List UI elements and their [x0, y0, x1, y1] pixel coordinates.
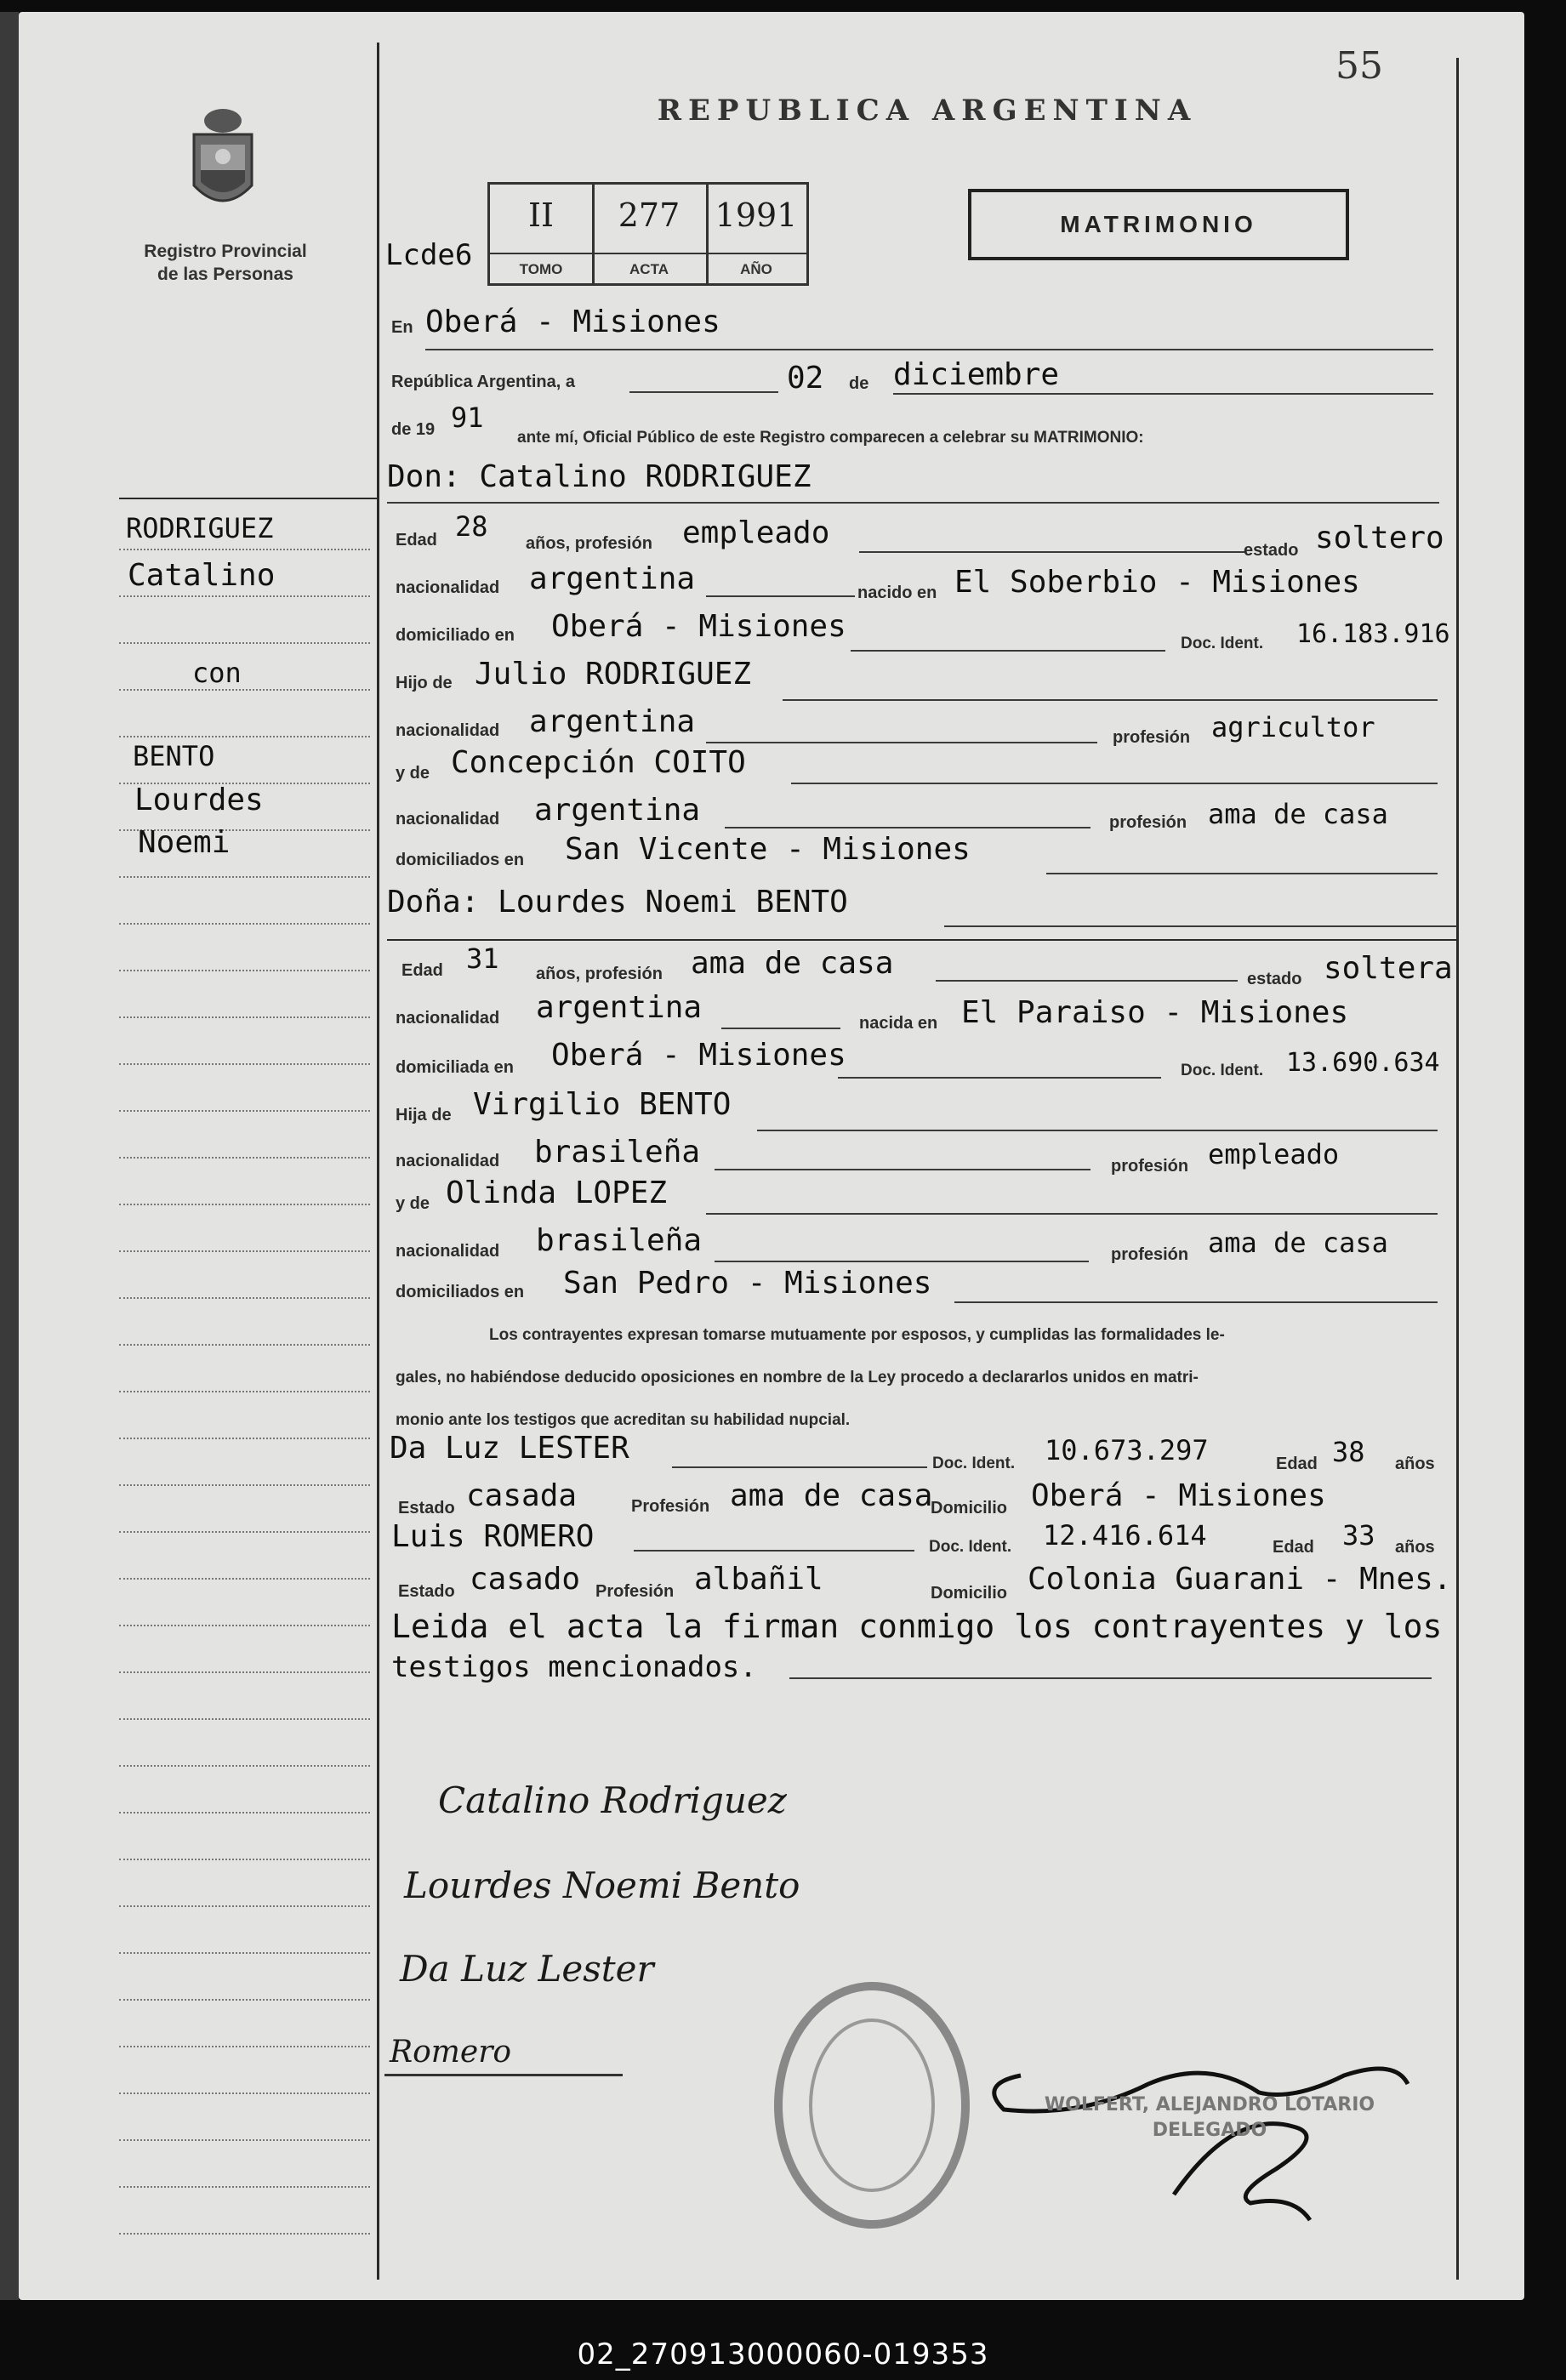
bride-domiciliada-label: domiciliada en: [396, 1058, 514, 1077]
year-suffix: 91: [451, 401, 484, 434]
margin-groom-surname: RODRIGUEZ: [126, 512, 274, 544]
bride-father-profesion-label: profesión: [1111, 1157, 1189, 1176]
groom-mother-nationality: argentina: [534, 793, 701, 828]
left-column-rule: [377, 43, 379, 2280]
bride-mother-nationality: brasileña: [536, 1223, 703, 1258]
bride-status: soltera: [1324, 951, 1453, 986]
registry-line-2: de las Personas: [157, 265, 293, 284]
witness-2-domicile: Colonia Guarani - Mnes.: [1028, 1562, 1452, 1597]
groom-father-profesion-label: profesión: [1113, 728, 1191, 747]
book-spine-edge: [0, 12, 19, 2300]
witness-2-estado-label: Estado: [398, 1582, 455, 1601]
margin-connector: con: [192, 657, 242, 689]
act-type-box: MATRIMONIO: [968, 189, 1349, 260]
margin-groom-name: Catalino: [128, 558, 276, 593]
groom-parents-domicile: San Vicente - Misiones: [565, 832, 971, 867]
signature-underline: [384, 2074, 623, 2076]
groom-nacido-label: nacido en: [857, 584, 937, 602]
bride-mother-y-de-label: y de: [396, 1194, 430, 1213]
groom-mother: Concepción COITO: [451, 745, 746, 780]
right-margin-rule: [1456, 58, 1459, 2280]
anio-value: 1991: [715, 196, 798, 234]
groom-born-in: El Soberbio - Misiones: [954, 565, 1360, 600]
groom-mother-profesion-label: profesión: [1109, 813, 1187, 832]
groom-father: Julio RODRIGUEZ: [475, 657, 752, 692]
declaration-text: [396, 1314, 1442, 1442]
groom-signature: Catalino Rodriguez: [438, 1779, 787, 1821]
en-label: En: [391, 318, 413, 337]
groom-mother-y-de-label: y de: [396, 764, 430, 783]
bride-estado-label: estado: [1247, 970, 1302, 988]
bride-mother-profession: ama de casa: [1208, 1227, 1388, 1259]
act-place: Oberá - Misiones: [425, 305, 720, 339]
acta-cell: [592, 185, 709, 283]
witness-2-name: Luis ROMERO: [391, 1519, 595, 1554]
groom-doc-label: Doc. Ident.: [1181, 635, 1264, 652]
bride-age: 31: [466, 942, 499, 975]
official-name-stamp: [1014, 2092, 1405, 2144]
registry-name: [119, 240, 332, 286]
witness-2-anos-label: años: [1395, 1538, 1435, 1557]
year-prefix: de 19: [391, 420, 436, 439]
groom-nacionalidad-label: nacionalidad: [396, 578, 500, 597]
bride-nacionalidad-label: nacionalidad: [396, 1009, 500, 1028]
tomo-value: II: [527, 196, 555, 234]
registry-line-1: Registro Provincial: [144, 242, 307, 261]
bride-father: Virgilio BENTO: [473, 1087, 732, 1122]
act-day: 02: [787, 361, 824, 396]
bride-father-profession: empleado: [1208, 1138, 1340, 1170]
witness-1-doc-label: Doc. Ident.: [932, 1455, 1016, 1472]
witness-1-signature: Da Luz Lester: [400, 1948, 654, 1990]
bride-anos-profesion-label: años, profesión: [536, 965, 663, 983]
declaration-line-1: Los contrayentes expresan tomarse mutuamente por esposos, y cumplidas las formalidades le-: [489, 1326, 1225, 1344]
witness-1-name: Da Luz LESTER: [390, 1431, 629, 1466]
declaration-line-2: gales, no habiéndose deducido oposiciones en nombre de la Ley procedo a declararlos unidos en matri-: [396, 1369, 1199, 1386]
republica-label: República Argentina, a: [391, 373, 575, 391]
witness-2-doc-label: Doc. Ident.: [929, 1538, 1012, 1556]
bride-signature: Lourdes Noemi Bento: [404, 1865, 800, 1906]
official-stamp-line-2: DELEGADO: [1152, 2120, 1267, 2141]
groom-domiciliado-label: domiciliado en: [396, 626, 515, 645]
groom-age: 28: [455, 510, 488, 543]
groom-status: soltero: [1315, 521, 1444, 555]
witness-1-edad-label: Edad: [1276, 1455, 1318, 1473]
declaration-line-3: monio ante los testigos que acreditan su habilidad nupcial.: [396, 1411, 851, 1429]
bride-doc-label: Doc. Ident.: [1181, 1062, 1264, 1079]
acta-value: 277: [618, 196, 680, 234]
witness-2-doc: 12.416.614: [1043, 1519, 1207, 1552]
groom-father-nacionalidad-label: nacionalidad: [396, 721, 500, 740]
registry-seal-stamp-icon: [770, 1978, 974, 2233]
opening-statement: ante mí, Oficial Público de este Registro comparecen a celebrar su MATRIMONIO:: [517, 429, 1144, 447]
acta-label: ACTA: [629, 261, 669, 277]
bride-hija-label: Hija de: [396, 1106, 452, 1125]
witness-1-status: casada: [466, 1478, 578, 1513]
groom-nationality: argentina: [529, 561, 696, 596]
witness-1-doc: 10.673.297: [1045, 1434, 1209, 1466]
groom-father-nationality: argentina: [529, 704, 696, 739]
coat-of-arms-icon: [187, 100, 259, 218]
bride-parents-domicile: San Pedro - Misiones: [563, 1266, 932, 1301]
groom-parents-domiciliados-label: domiciliados en: [396, 851, 525, 869]
witness-2-status: casado: [470, 1562, 581, 1597]
groom-hijo-label: Hijo de: [396, 674, 453, 692]
witness-2-edad-label: Edad: [1273, 1538, 1314, 1557]
bride-born-in: El Paraiso - Misiones: [961, 995, 1349, 1030]
closing-line-1: Leida el acta la firman conmigo los contrayentes y los: [391, 1608, 1443, 1645]
groom-mother-nacionalidad-label: nacionalidad: [396, 810, 500, 828]
witness-2-profesion-label: Profesión: [595, 1582, 675, 1601]
bride-domicile: Oberá - Misiones: [551, 1038, 846, 1073]
groom-anos-profesion-label: años, profesión: [526, 534, 652, 553]
witness-1-age: 38: [1332, 1436, 1365, 1468]
bride-mother-nacionalidad-label: nacionalidad: [396, 1242, 500, 1261]
margin-header-rule: [119, 498, 378, 499]
bride-mother: Olinda LOPEZ: [446, 1176, 668, 1210]
witness-1-profesion-label: Profesión: [631, 1497, 710, 1516]
witness-2-domicilio-label: Domicilio: [931, 1584, 1008, 1603]
witness-1-anos-label: años: [1395, 1455, 1435, 1473]
bride-parents-domiciliados-label: domiciliados en: [396, 1283, 525, 1301]
groom-estado-label: estado: [1244, 541, 1299, 560]
image-caption: 02_270913000060-019353: [577, 2337, 989, 2371]
groom-domicile: Oberá - Misiones: [551, 609, 846, 644]
witness-1-domicilio-label: Domicilio: [931, 1499, 1008, 1517]
bride-father-nationality: brasileña: [534, 1135, 701, 1170]
page-number: 55: [1335, 44, 1383, 88]
groom-mother-profession: ama de casa: [1208, 798, 1388, 830]
act-month: diciembre: [893, 357, 1060, 392]
witness-1-domicile: Oberá - Misiones: [1031, 1478, 1326, 1513]
groom-name: Don: Catalino RODRIGUEZ: [387, 459, 811, 494]
margin-bride-name-1: Lourdes: [134, 783, 264, 817]
groom-father-profession: agricultor: [1211, 711, 1375, 743]
bride-profession: ama de casa: [691, 946, 894, 981]
bride-section-rule: [387, 939, 1457, 941]
margin-code: Lcde6: [385, 238, 473, 272]
witness-2-signature: Romero: [390, 2035, 512, 2070]
bride-nationality: argentina: [536, 990, 703, 1025]
closing-line-2: testigos mencionados.: [391, 1650, 757, 1684]
groom-edad-label: Edad: [396, 531, 437, 549]
bride-name: Doña: Lourdes Noemi BENTO: [387, 885, 848, 920]
witness-1-profession: ama de casa: [730, 1478, 933, 1513]
bride-father-nacionalidad-label: nacionalidad: [396, 1152, 500, 1170]
margin-bride-name-2: Noemi: [138, 825, 231, 860]
groom-profession: empleado: [682, 515, 830, 550]
witness-1-estado-label: Estado: [398, 1499, 455, 1517]
anio-label: AÑO: [740, 261, 772, 277]
witness-2-age: 33: [1342, 1519, 1375, 1552]
bride-mother-profesion-label: profesión: [1111, 1245, 1189, 1264]
act-reference-box: [487, 182, 809, 286]
official-stamp-line-1: WOLFERT, ALEJANDRO LOTARIO: [1044, 2094, 1375, 2115]
margin-bride-surname: BENTO: [133, 740, 215, 772]
de-label: de: [849, 374, 869, 393]
tomo-label: TOMO: [519, 261, 563, 277]
witness-2-profession: albañil: [694, 1562, 823, 1597]
anio-cell: [706, 185, 806, 283]
bride-doc: 13.690.634: [1286, 1048, 1440, 1078]
bride-edad-label: Edad: [401, 961, 443, 980]
country-title: REPUBLICA ARGENTINA: [657, 94, 1198, 128]
tomo-cell: [490, 185, 595, 283]
groom-doc: 16.183.916: [1296, 619, 1450, 649]
bride-nacida-label: nacida en: [859, 1014, 938, 1033]
